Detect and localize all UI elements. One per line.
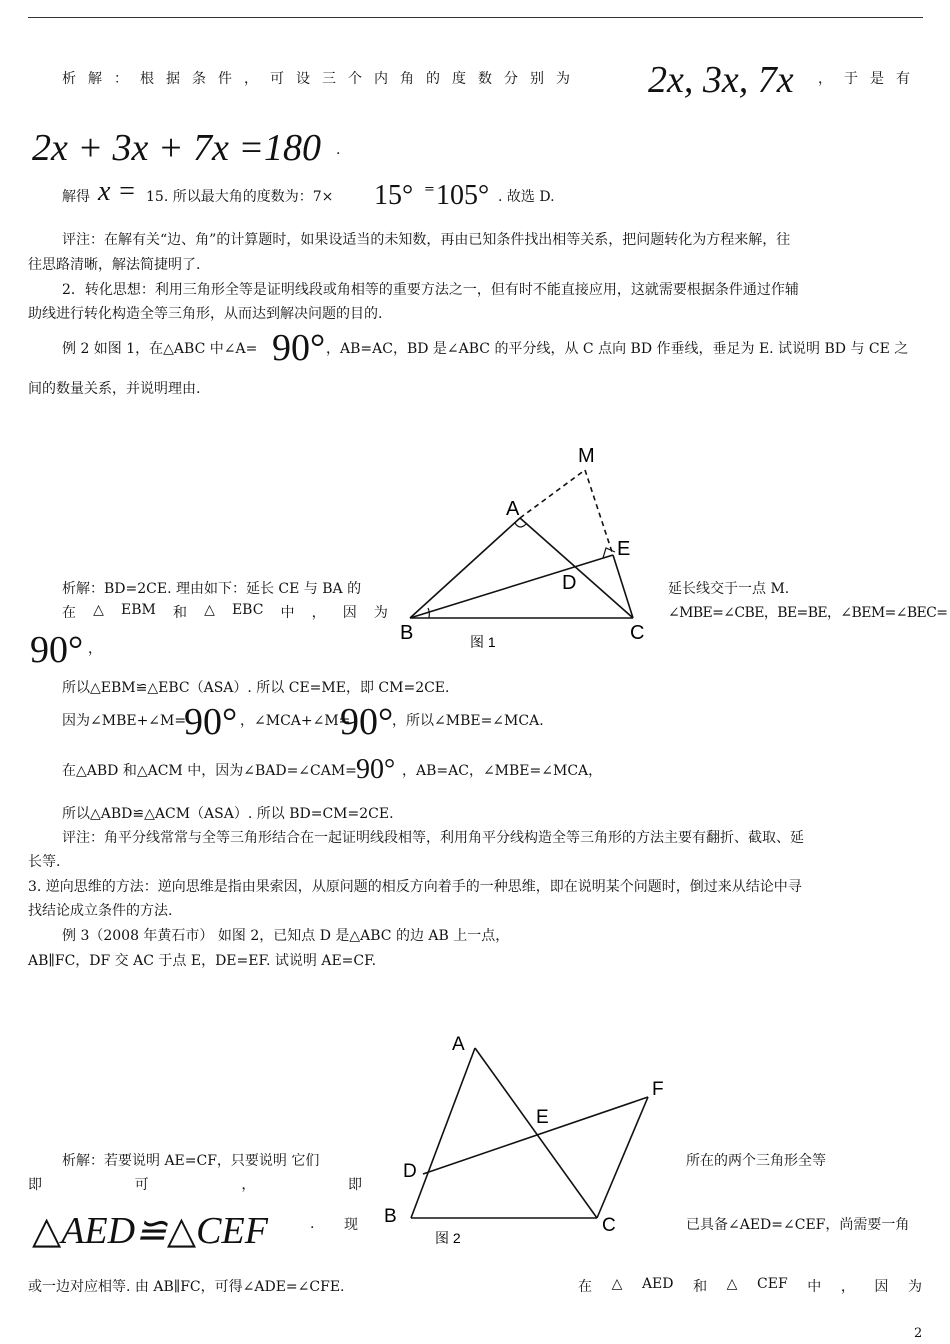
solution2-l7: 所以△ABD≌△ACM（ASA）. 所以 BD=CM=2CE. [62,806,394,822]
deg-105: 105° [436,180,490,211]
analysis1-after: ，于是有 [818,71,922,87]
segment-me-dashed [585,470,613,555]
solution2-l1b: 延长线交于一点 M. [668,581,790,597]
word: 因 [874,1279,889,1295]
example2-line2: 间的数量关系，并说明理由. [28,381,201,397]
label-d: D [562,572,577,594]
analysis1-intro: 析解：根据条件，可设三个内角的度数分别为 [62,71,582,87]
solution3-now: 现 [344,1217,358,1233]
congruence-aed-cef: △AED≌△CEF [32,1210,268,1252]
word: 中 [280,605,295,621]
segment-am-dashed [520,470,585,518]
word: 为 [907,1279,922,1295]
word: 即 [28,1177,42,1193]
word: CEF [757,1276,788,1292]
solution2-l1a: 析解：BD=2CE. 理由如下：延长 CE 与 BA 的 [62,581,362,597]
eq-sign: = [424,182,435,197]
word: ， [241,1177,256,1193]
label-a: A [506,498,520,520]
segment-fc [597,1097,648,1218]
word: 即 [347,1177,362,1193]
section3-line2: 找结论成立条件的方法. [28,903,173,919]
solution2-l6b: ，AB=AC，∠MBE=∠MCA， [402,763,603,779]
section2-line1: 2．转化思想：利用三角形全等是证明线段或角相等的重要方法之一，但有时不能直接应用，这就需要根据条件通过作辅 [62,282,799,298]
analysis1-vars: 2x, 3x, 7x [648,59,794,101]
segment-ac [475,1048,597,1218]
solve-x: x = [98,176,137,207]
deg-15: 15° [374,180,414,211]
word: △ [726,1276,738,1292]
word: 因 [342,605,357,621]
label-c: C [630,622,645,644]
word: ， [311,605,326,621]
label-e: E [617,538,631,560]
word: ， [840,1279,855,1295]
solution2-l6a: 在△ABD 和△ACM 中，因为∠BAD=∠CAM= [62,763,357,779]
label-f: F [652,1079,664,1100]
word: 和 [172,605,187,621]
example2-a: 例 2 如图 1，在△ABC 中∠A= [62,341,258,357]
solution3-l4a: 或一边对应相等. 由 AB∥FC，可得∠ADE=∠CFE. [28,1279,345,1295]
solution2-l5b: ，∠MCA+∠M= [240,713,351,729]
analysis1-eq-dot: . [336,142,341,158]
solve-value: 15. 所以最大角的度数为：7× [146,189,334,205]
solution2-l5-deg1: 90° [184,701,238,743]
comment1-line1: 评注：在解有关“边、角”的计算题时，如果设适当的未知数，再由已知条件找出相等关系，把问题转化为方程来解，往 [62,232,791,248]
page-number: 2 [914,1326,923,1341]
figure1-caption: 图 1 [470,634,496,650]
label-e: E [536,1107,549,1128]
top-rule [28,17,923,18]
solution2-l5a: 因为∠MBE+∠M= [62,713,187,729]
word: △ [93,602,104,618]
example3-line2: AB∥FC，DF 交 AC 于点 E，DE=EF. 试说明 AE=CF. [28,953,377,969]
segment-ab [411,1048,475,1218]
word: 为 [373,605,388,621]
segment-ac [520,518,633,618]
solution2-l4: 所以△EBM≌△EBC（ASA）. 所以 CE=ME，即 CM=2CE. [62,680,450,696]
word: EBC [231,602,264,618]
solution3-l3b: 已具备∠AED=∠CEF，尚需要一角 [686,1217,910,1233]
solution2-l5-deg2: 90° [340,701,394,743]
solution2-l3-tail: ， [88,641,102,657]
solution3-l4b [578,1276,922,1296]
label-a: A [452,1034,465,1055]
solution3-l2 [28,1174,362,1194]
figure-1 [395,435,665,655]
word: △ [611,1276,623,1292]
solve-prefix: 解得 [62,189,90,205]
section3-line1: 3. 逆向思维的方法：逆向思维是指由果索因，从原问题的相反方向着手的一种思维，即在说明某个问题时，倒过来从结论中寻 [28,879,802,895]
solution2-l2b: ∠MBE=∠CBE，BE=BE，∠BEM=∠BEC= [668,605,948,621]
choose-d: . 故选 D. [498,189,555,205]
word: △ [204,602,215,618]
segment-ba [410,518,520,618]
solution2-l5c: ，所以∠MBE=∠MCA. [392,713,544,729]
solution3-l1a: 析解：若要说明 AE=CF，只要说明 它们 [62,1153,320,1169]
figure-2 [375,1030,675,1255]
comment2-line1: 评注：角平分线常常与全等三角形结合在一起证明线段相等，利用角平分线构造全等三角形的方法主要有翻折、截取、延 [62,830,804,846]
solution3-l1b: 所在的两个三角形全等 [686,1153,826,1169]
solution2-l3-deg: 90° [30,629,84,671]
word: 在 [578,1279,592,1295]
solution2-l2a [62,602,388,622]
label-b: B [384,1206,397,1227]
example2-b: ，AB=AC，BD 是∠ABC 的平分线，从 C 点向 BD 作垂线，垂足为 E. 试说明 BD 与 CE 之 [326,341,909,357]
word: 和 [693,1279,708,1295]
word: EBM [121,602,156,618]
figure2-caption: 图 2 [435,1230,461,1246]
analysis1-equation: 2x + 3x + 7x =180 [32,127,322,169]
congruence-dot: . [310,1216,315,1232]
label-m: M [578,445,595,467]
section2-line2: 助线进行转化构造全等三角形，从而达到解决问题的目的. [28,306,383,322]
word: 在 [62,605,76,621]
solution2-l6-deg: 90° [356,754,396,785]
label-b: B [400,622,414,644]
comment2-line2: 长等. [28,854,61,870]
comment1-line2: 往思路清晰，解法简捷明了. [28,257,201,273]
example2-deg: 90° [272,327,326,369]
segment-be [410,555,613,618]
label-c: C [602,1215,616,1236]
word: 中 [807,1279,822,1295]
word: AED [641,1276,674,1292]
word: 可 [134,1177,149,1193]
label-d: D [403,1161,417,1182]
example3-line1: 例 3（2008 年黄石市） 如图 2，已知点 D 是△ABC 的边 AB 上一点， [62,928,510,944]
